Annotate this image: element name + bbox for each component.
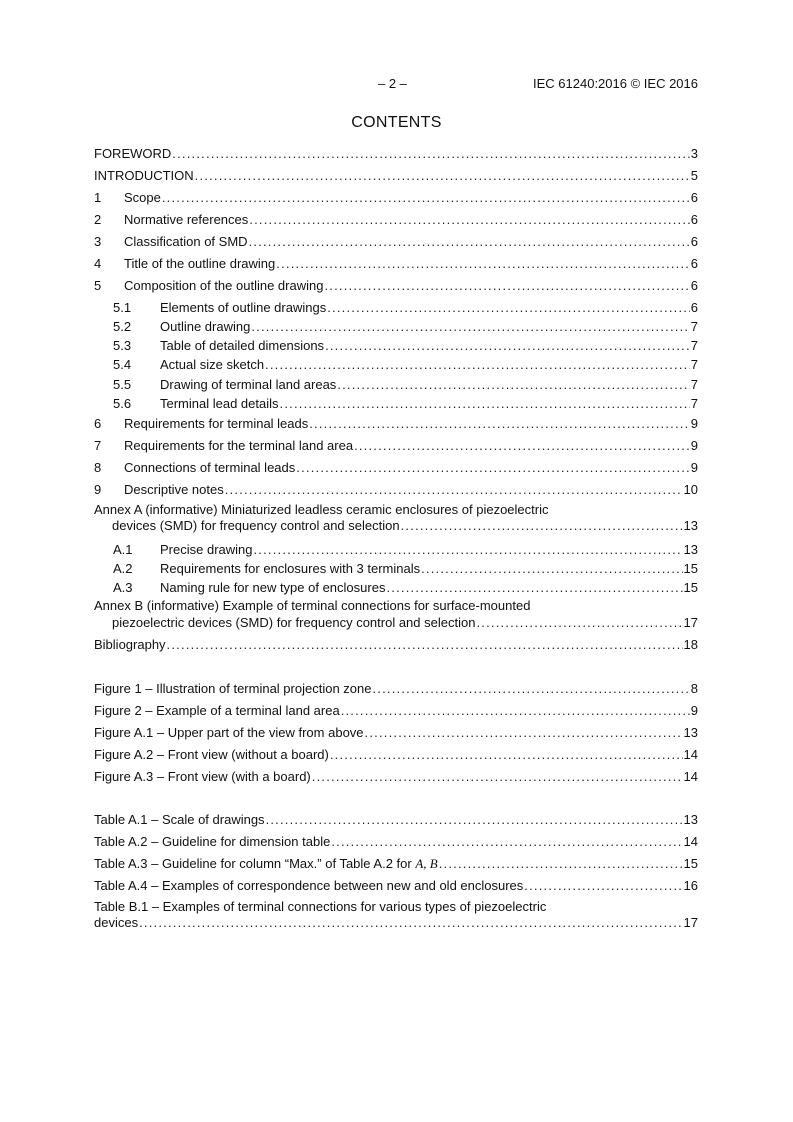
- toc-entry-3[interactable]: [94, 232, 698, 250]
- toc-entry-annex-a-title[interactable]: Annex A (informative) Miniaturized leadless ceramic enclosures of piezoelectric: [94, 502, 549, 517]
- toc-entry-a-1[interactable]: [94, 540, 698, 558]
- toc-entry-text: Actual size sketch: [160, 357, 265, 372]
- toc-entry-8[interactable]: [94, 458, 698, 476]
- toc-entry-text: Drawing of terminal land areas: [160, 377, 337, 392]
- toc-entry-text: devices (SMD) for frequency control and selection: [112, 518, 400, 533]
- toc-entry-annex-b[interactable]: [94, 613, 698, 631]
- toc-entry-text: Scope: [124, 190, 161, 205]
- toc-entry-text: Naming rule for new type of enclosures: [160, 580, 386, 595]
- toc-entry-text: Composition of the outline drawing: [124, 278, 324, 293]
- toc-entry-number: 5: [94, 278, 102, 293]
- toc-entry-text: piezoelectric devices (SMD) for frequency control and selection: [112, 615, 476, 630]
- toc-entry-number: A.2: [113, 561, 133, 576]
- toc-entry-annex-a[interactable]: [94, 516, 698, 534]
- toc-entry-page: 7: [690, 377, 698, 392]
- toc-entry-number: 3: [94, 234, 102, 249]
- toc-entry-number: 5.1: [113, 300, 132, 315]
- toc-entry-text: Requirements for the terminal land area: [124, 438, 354, 453]
- toc-entry-number: 5.4: [113, 357, 132, 372]
- toc-entry-page: 6: [690, 300, 698, 315]
- page-title: CONTENTS: [351, 114, 442, 131]
- toc-entry-page: 6: [690, 212, 698, 227]
- toc-entry-text: Elements of outline drawings: [160, 300, 327, 315]
- toc-entry-text: Title of the outline drawing: [124, 256, 276, 271]
- toc-entry-text: INTRODUCTION: [94, 168, 194, 183]
- table-entry-page: 15: [683, 856, 698, 871]
- toc-entry-number: 5.2: [113, 319, 132, 334]
- toc-entry-5-4[interactable]: [94, 355, 698, 373]
- toc-entry-text: Requirements for terminal leads: [124, 416, 309, 431]
- toc-entry-text: Outline drawing: [160, 319, 251, 334]
- figure-entry-page: 13: [683, 725, 698, 740]
- table-entry-a-2[interactable]: [94, 832, 698, 850]
- figure-entry-2[interactable]: [94, 701, 698, 719]
- table-entry-a-1[interactable]: [94, 810, 698, 828]
- table-entry-a-3[interactable]: [94, 854, 698, 872]
- toc-entry-text: Classification of SMD: [124, 234, 248, 249]
- toc-entry-number: 4: [94, 256, 102, 271]
- table-entry-b-1[interactable]: [94, 913, 698, 931]
- toc-entry-5-5[interactable]: [94, 375, 698, 393]
- table-entry-page: 16: [683, 878, 698, 893]
- figure-entry-1[interactable]: [94, 679, 698, 697]
- toc-entry-page: 7: [690, 396, 698, 411]
- table-entry-text: Table A.2 – Guideline for dimension table: [94, 834, 331, 849]
- toc-entry-page: 10: [683, 482, 698, 497]
- figure-entry-a-3[interactable]: [94, 767, 698, 785]
- toc-entry-a-2[interactable]: [94, 559, 698, 577]
- toc-entry-text: Normative references: [124, 212, 249, 227]
- figure-entry-page: 9: [690, 703, 698, 718]
- toc-entry-number: 2: [94, 212, 102, 227]
- figure-entry-text: Figure 1 – Illustration of terminal projection zone: [94, 681, 372, 696]
- toc-entry-6[interactable]: [94, 414, 698, 432]
- toc-entry-page: 5: [690, 168, 698, 183]
- table-entry-page: 17: [683, 915, 698, 930]
- table-entry-b-1-title[interactable]: Table B.1 – Examples of terminal connections for various types of piezoelectric: [94, 899, 547, 914]
- toc-entry-number: A.1: [113, 542, 133, 557]
- toc-entry-page: 7: [690, 338, 698, 353]
- figure-entry-a-2[interactable]: [94, 745, 698, 763]
- figure-entry-text: Figure A.1 – Upper part of the view from above: [94, 725, 364, 740]
- toc-entry-text: Table of detailed dimensions: [160, 338, 325, 353]
- figure-entry-a-1[interactable]: [94, 723, 698, 741]
- toc-entry-page: 6: [690, 256, 698, 271]
- figure-entry-page: 8: [690, 681, 698, 696]
- toc-entry-text: Requirements for enclosures with 3 terminals: [160, 561, 421, 576]
- toc-entry-page: 9: [690, 416, 698, 431]
- toc-entry-number: 5.5: [113, 377, 132, 392]
- toc-entry-number: 1: [94, 190, 102, 205]
- toc-entry-number: 7: [94, 438, 102, 453]
- toc-entry-page: 6: [690, 234, 698, 249]
- toc-entry-text: Precise drawing: [160, 542, 253, 557]
- toc-entry-number: 9: [94, 482, 102, 497]
- table-entry-italic: A, B: [415, 856, 438, 871]
- standard-reference: IEC 61240:2016 © IEC 2016: [533, 76, 698, 91]
- toc-entry-page: 3: [690, 146, 698, 161]
- toc-entry-text: Descriptive notes: [124, 482, 224, 497]
- table-entry-text: devices: [94, 915, 139, 930]
- toc-entry-introduction[interactable]: [94, 166, 698, 184]
- toc-entry-text: Connections of terminal leads: [124, 460, 296, 475]
- toc-entry-number: A.3: [113, 580, 133, 595]
- toc-entry-5-1[interactable]: [94, 298, 698, 316]
- table-entry-text: Table A.4 – Examples of correspondence between new and old enclosures: [94, 878, 524, 893]
- toc-entry-2[interactable]: [94, 210, 698, 228]
- toc-entry-9[interactable]: [94, 480, 698, 498]
- toc-entry-page: 6: [690, 278, 698, 293]
- toc-entry-foreword[interactable]: [94, 144, 698, 162]
- figure-entry-text: Figure A.3 – Front view (with a board): [94, 769, 311, 784]
- toc-entry-5-2[interactable]: [94, 317, 698, 335]
- toc-entry-text: Terminal lead details: [160, 396, 279, 411]
- figure-entry-page: 14: [683, 747, 698, 762]
- toc-entry-page: 17: [683, 615, 698, 630]
- toc-entry-text: Bibliography: [94, 637, 166, 652]
- toc-entry-number: 5.6: [113, 396, 132, 411]
- toc-entry-page: 9: [690, 438, 698, 453]
- page-number: – 2 –: [378, 76, 407, 91]
- toc-entry-page: 13: [683, 542, 698, 557]
- toc-entry-5-3[interactable]: [94, 336, 698, 354]
- toc-entry-a-3[interactable]: [94, 578, 698, 596]
- figure-entry-page: 14: [683, 769, 698, 784]
- toc-entry-5-6[interactable]: [94, 394, 698, 412]
- toc-entry-bibliography[interactable]: [94, 635, 698, 653]
- toc-entry-1[interactable]: [94, 188, 698, 206]
- toc-entry-page: 13: [683, 518, 698, 533]
- toc-entry-7[interactable]: [94, 436, 698, 454]
- toc-entry-4[interactable]: [94, 254, 698, 272]
- toc-entry-page: 15: [683, 561, 698, 576]
- toc-entry-page: 7: [690, 357, 698, 372]
- figure-entry-text: Figure 2 – Example of a terminal land area: [94, 703, 340, 718]
- table-entry-text: Table A.3 – Guideline for column “Max.” of Table A.2 for: [94, 856, 412, 871]
- toc-entry-text: FOREWORD: [94, 146, 172, 161]
- toc-entry-page: 6: [690, 190, 698, 205]
- table-entry-a-4[interactable]: [94, 876, 698, 894]
- table-entry-text: Table A.1 – Scale of drawings: [94, 812, 265, 827]
- toc-entry-page: 18: [683, 637, 698, 652]
- toc-entry-5[interactable]: [94, 276, 698, 294]
- figure-entry-text: Figure A.2 – Front view (without a board): [94, 747, 329, 762]
- toc-entry-page: 15: [683, 580, 698, 595]
- table-entry-page: 13: [683, 812, 698, 827]
- toc-entry-number: 5.3: [113, 338, 132, 353]
- toc-entry-page: 9: [690, 460, 698, 475]
- table-entry-page: 14: [683, 834, 698, 849]
- toc-entry-annex-b-title[interactable]: Annex B (informative) Example of terminal connections for surface-mounted: [94, 598, 531, 613]
- toc-entry-page: 7: [690, 319, 698, 334]
- toc-entry-number: 8: [94, 460, 102, 475]
- toc-entry-number: 6: [94, 416, 102, 431]
